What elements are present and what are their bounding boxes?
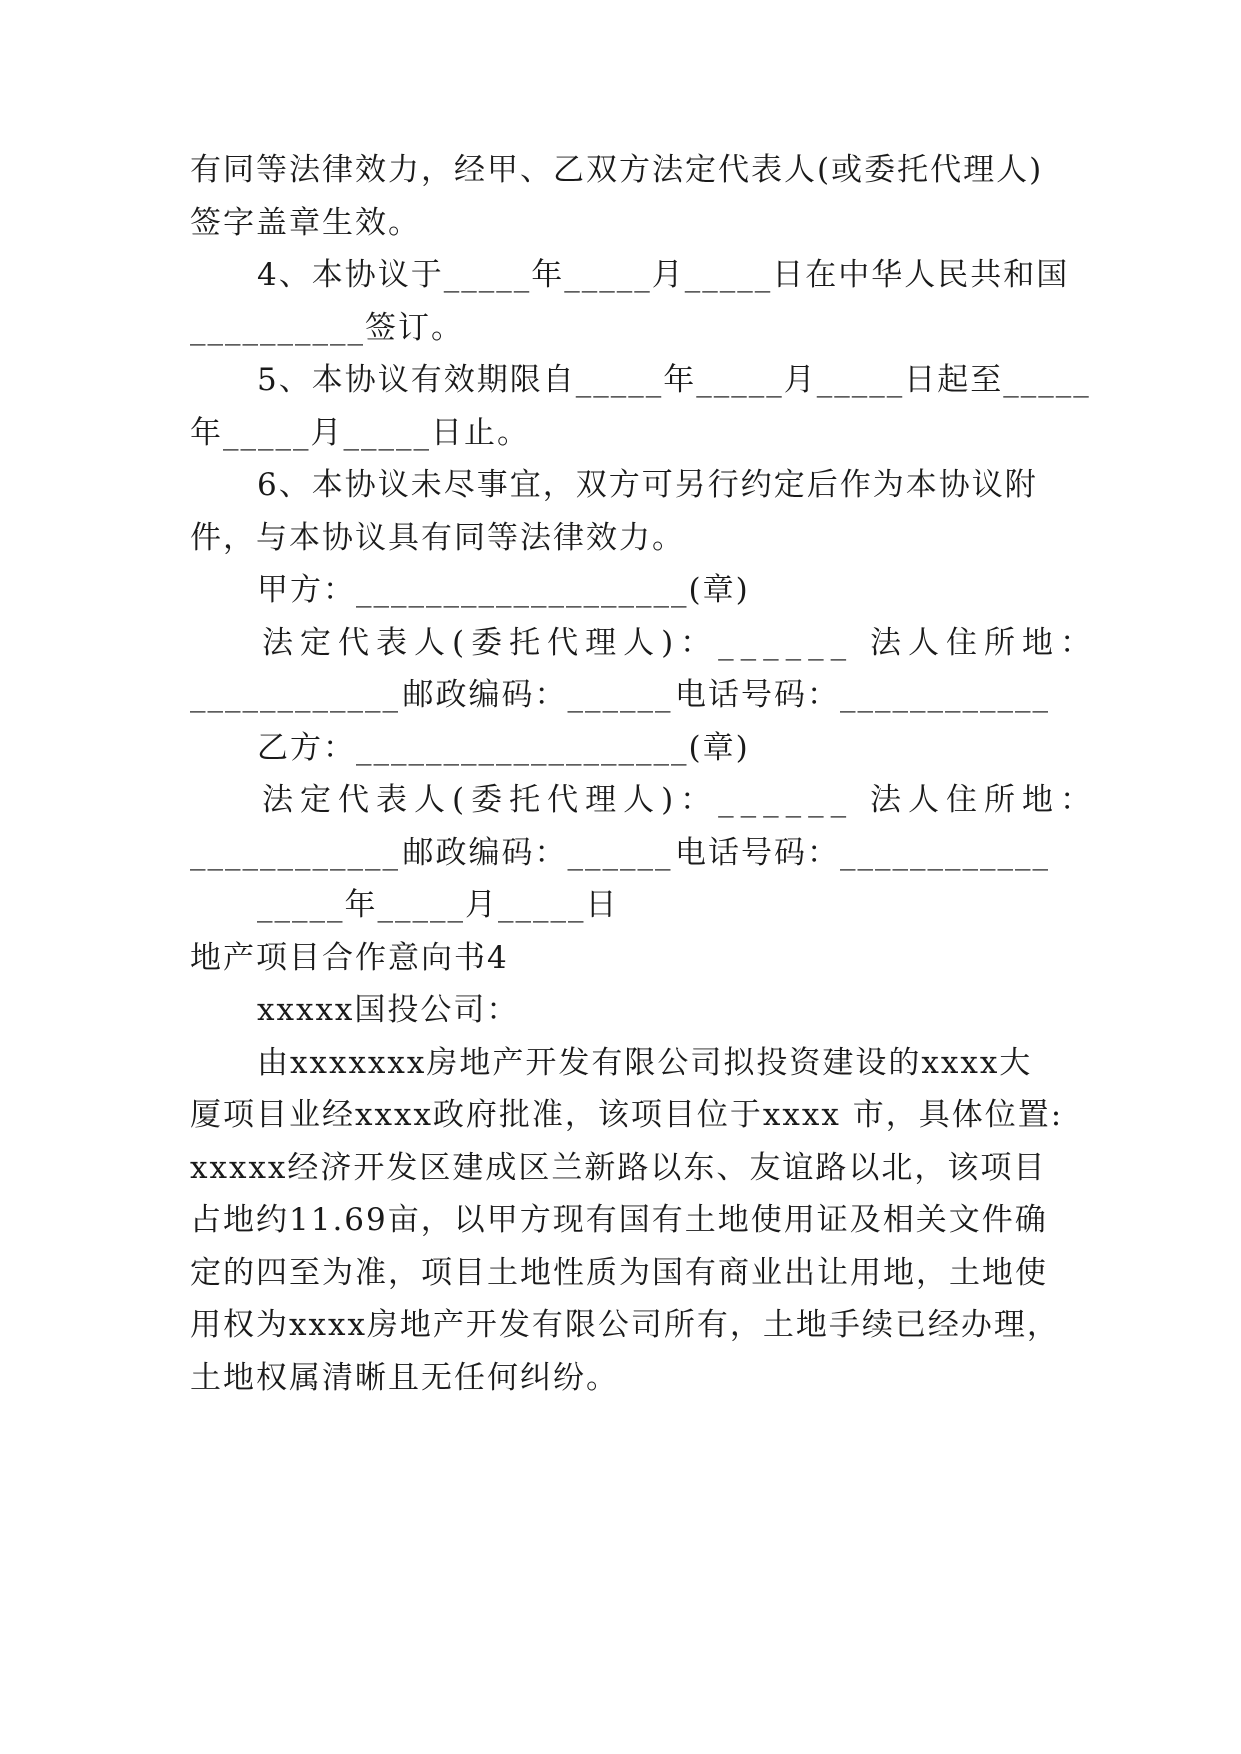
- text-line: 件，与本协议具有同等法律效力。: [190, 520, 685, 556]
- body-line: 由xxxxxxx房地产开发有限公司拟投资建设的xxxx大: [257, 1045, 1033, 1081]
- clause-5: 5、本协议有效期限自_____年_____月_____日起至_____: [257, 362, 1091, 398]
- party-b-phone: 电话号码：____________: [675, 835, 1050, 871]
- party-b-address-blank: ____________: [190, 835, 400, 871]
- addressee: xxxxx国投公司：: [257, 992, 520, 1028]
- party-b-contact-line: [190, 833, 1050, 873]
- text-line: 签字盖章生效。: [190, 205, 421, 241]
- signing-date-line: _____年_____月_____日: [257, 887, 619, 923]
- body-line: 厦项目业经xxxx政府批准，该项目位于xxxx 市，具体位置:: [190, 1097, 1064, 1133]
- party-a-phone: 电话号码：____________: [675, 677, 1050, 713]
- clause-4: 4、本协议于_____年_____月_____日在中华人民共和国: [257, 257, 1070, 293]
- party-b-label: 乙方：___________________(章): [257, 730, 750, 766]
- text-line: 有同等法律效力，经甲、乙双方法定代表人(或委托代理人): [190, 152, 1044, 188]
- body-line: 用权为xxxx房地产开发有限公司所有，土地手续已经办理，: [190, 1307, 1060, 1343]
- party-a-postal-code: 邮政编码：______: [402, 677, 673, 713]
- party-a-label: 甲方：___________________(章): [257, 572, 750, 608]
- text-line: __________签订。: [190, 310, 464, 346]
- section-title: 地产项目合作意向书4: [190, 940, 509, 976]
- body-line: 土地权属清晰且无任何纠纷。: [190, 1360, 619, 1396]
- party-a-address-blank: ____________: [190, 677, 400, 713]
- party-b-postal-code: 邮政编码：______: [402, 835, 673, 871]
- party-a-rep-line: 法定代表人(委托代理人)：______ 法人住所地：: [262, 625, 1099, 661]
- body-line: 占地约11.69亩，以甲方现有国有土地使用证及相关文件确: [190, 1202, 1048, 1238]
- party-b-rep-line: 法定代表人(委托代理人)：______ 法人住所地：: [262, 782, 1099, 818]
- clause-6: 6、本协议未尽事宜，双方可另行约定后作为本协议附: [257, 467, 1038, 503]
- body-line: 定的四至为准，项目土地性质为国有商业出让用地，土地使: [190, 1255, 1048, 1291]
- text-line: 年_____月_____日止。: [190, 415, 530, 451]
- party-a-contact-line: [190, 675, 1050, 715]
- body-line: xxxxx经济开发区建成区兰新路以东、友谊路以北，该项目: [190, 1150, 1047, 1186]
